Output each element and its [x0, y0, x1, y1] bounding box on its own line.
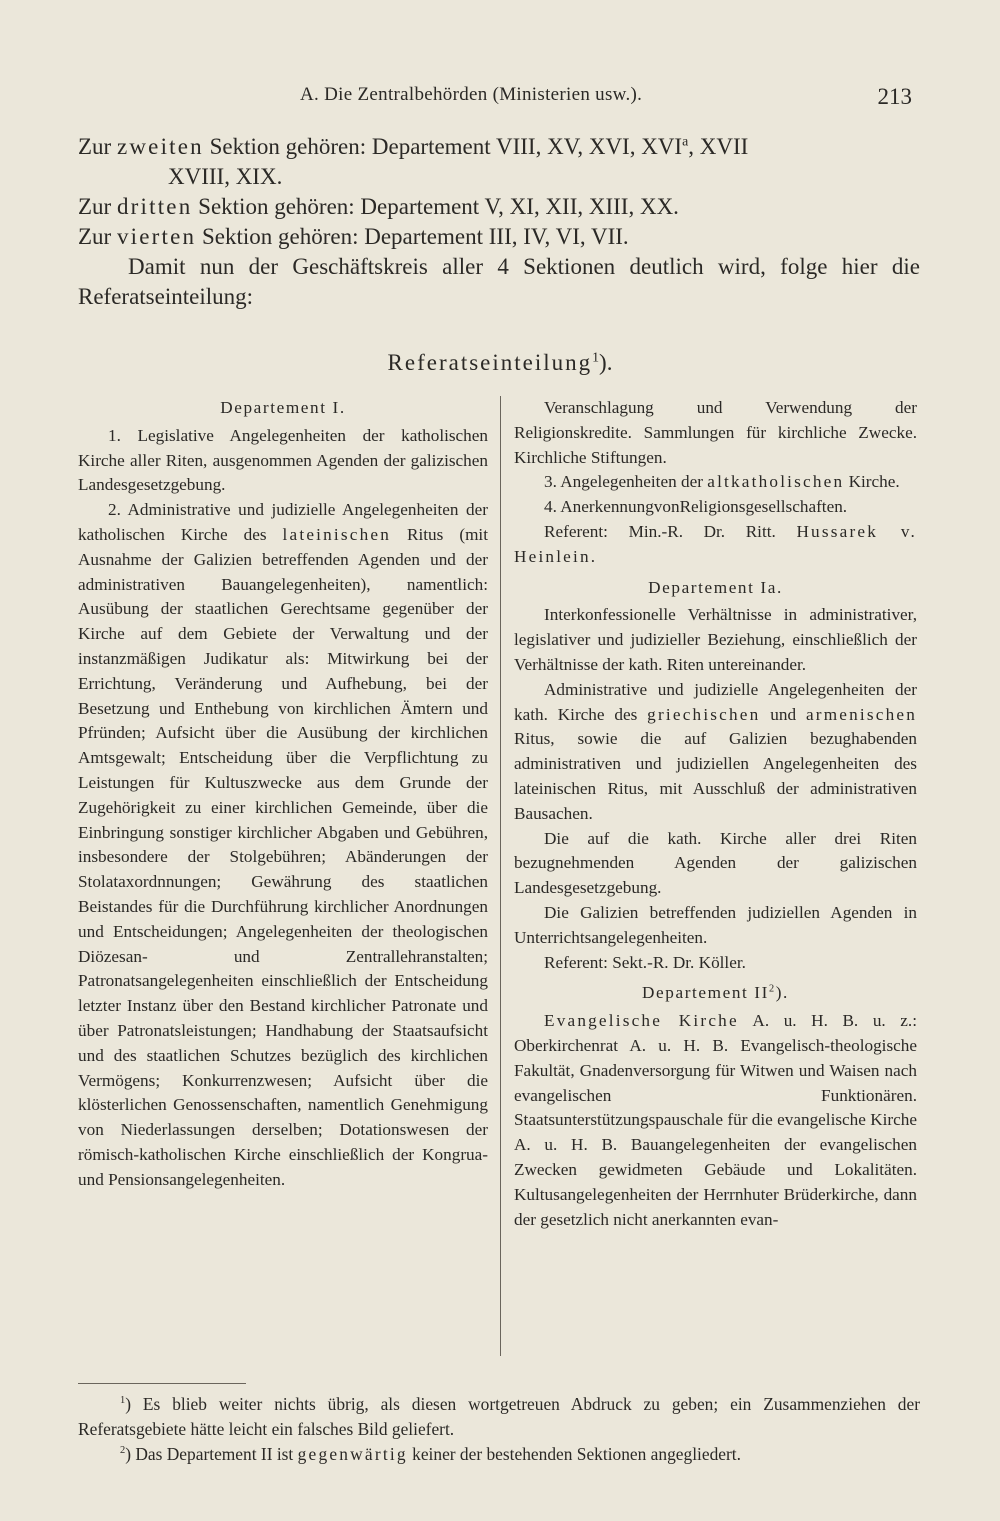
intro-line-continuation: XVIII, XIX.	[168, 164, 283, 189]
paragraph: 2. Administrative und judizielle Angelegenheiten der katholischen Kirche des lateinischen Ritus (mit Ausnahme der Galizien betreffenden Agenden und der administrativen Bauangelegenheiten), namentlich: Ausübung der staatlichen Gerechtsame gegenüber der Kirche auf dem Gebiete der Verwaltung und der instanzmäßigen Judikatur als: Mitwirkung bei der Errichtung, Veränderung und Aufhebung, bei der Besetzung und Enthebung von kirchlichen Ämtern und Pfründen; Aufsicht über die Ausübung der kirchlichen Amtsgewalt; Entscheidung über die Verpflichtung zu Leistungen für Kultuszwecke aus dem Grunde der Zugehörigkeit zu einer kirchlichen Gemeinde, über die Einbringung sonstiger kirchlicher Abgaben und Gebühren, insbesondere der Stolgebühren; Abänderungen der Stolataxordnnungen; Gewährung des staatlichen Beistandes für die Durchführung kirchlicher Anordnungen und Entscheidungen; Angelegenheiten der theologischen Diözesan- und Zentrallehranstalten; Patronatsangelegenheiten einschließlich der Entscheidung letzter Instanz über den Bestand kirchlicher Patronate und über Patronatsleistungen; Handhabung der Staatsaufsicht und des staatlichen Schutzes bezüglich des kirchlichen Vermögens; Konkurrenzwesen; Aufsicht über die klösterlichen Genossenschaften, namentlich Genehmigung von Niederlassungen derselben; Dotationswesen der römisch-katholischen Kirche einschließlich der Kongrua- und Pensionsangelegenheiten.	[78, 500, 488, 1189]
column-divider	[500, 396, 501, 1356]
paragraph: Die Galizien betreffenden judiziellen Agenden in Unterrichtsangelegenheiten.	[514, 902, 917, 947]
right-column	[514, 396, 917, 1232]
referent-line: Referent: Min.-R. Dr. Ritt. Hussarek v. Heinlein.	[514, 521, 917, 566]
paragraph: 3. Angelegenheiten der altkatholischen Kirche.	[544, 472, 900, 492]
section-title: Referatseinteilung$^1$).	[387, 349, 613, 375]
page-number: 213	[877, 84, 912, 109]
department-heading: Departement $II^2$).	[642, 983, 789, 1003]
referent-line: Referent: Sekt.-R. Dr. Köller.	[544, 952, 746, 972]
intro-text	[78, 132, 920, 312]
intro-line-second-section: Zur zweiten Sektion gehören: Departement VIII, XV, XVI, XVI$^a$, XVII	[78, 133, 749, 159]
paragraph: Evangelische Kirche A. u. H. B. u. z.: Oberkirchenrat A. u. H. B. Evangelisch-theologische Fakultät, Gnadenversorgung für Witwen und Waisen nach evangelischen Funktionären. Staatsunterstützungspauschale für die evangelische Kirche A. u. H. B. Bauangelegenheiten der evangelischen Zwecken gewidmeten Gebäude und Lokalitäten. Kultusangelegenheiten der Herrnhuter Brüderkirche, dann der gesetzlich nicht anerkannten evan-	[514, 1011, 917, 1229]
footnote-ref: 2	[768, 983, 776, 995]
paragraph: 1. Legislative Angelegenheiten der katholischen Kirche aller Riten, ausgenommen Agenden der galizischen Landesgesetzgebung.	[78, 425, 488, 495]
department-heading: Departement Ia.	[648, 577, 783, 597]
intro-paragraph: Damit nun der Geschäftskreis aller 4 Sektionen deutlich wird, folge hier die Referatseinteilung:	[78, 254, 920, 309]
paragraph: 4. AnerkennungvonReligionsgesellschaften.	[544, 497, 848, 517]
paragraph: Administrative und judizielle Angelegenheiten der kath. Kirche des griechischen und armenischen Ritus, sowie die auf Galizien bezughabenden administrativen und judiziellen Angelegenheiten des lateinischen Ritus, mit Ausschluß der administrativen Bausachen.	[514, 679, 918, 823]
footnote-rule	[78, 1383, 246, 1384]
running-head: A. Die Zentralbehörden (Ministerien usw.).	[300, 84, 643, 105]
intro-line-fourth-section: Zur vierten Sektion gehören: Departement III, IV, VI, VII.	[78, 224, 629, 249]
footnote-2: $^2$) Das Departement II ist gegenwärtig keiner der bestehenden Sektionen angegliedert.	[120, 1444, 741, 1464]
footnote-ref: 1	[592, 349, 600, 365]
left-column	[78, 396, 488, 1193]
footnote-1: $^1$) Es blieb weiter nichts übrig, als diesen wortgetreuen Abdruck zu geben; ein Zusammenziehen der Referatsgebiete hätte leicht ein falsches Bild geliefert.	[78, 1394, 920, 1439]
paragraph: Interkonfessionelle Verhältnisse in administrativer, legislativer und judizieller Beziehung, einschließlich der Verhältnisse der kath. Riten untereinander.	[514, 605, 917, 674]
department-heading: Departement I.	[220, 398, 346, 417]
paragraph: Die auf die kath. Kirche aller drei Riten bezugnehmenden Agenden der galizischen Landesgesetzgebung.	[514, 828, 917, 898]
paragraph: Veranschlagung und Verwendung der Religionskredite. Sammlungen für kirchliche Zwecke. Kirchliche Stiftungen.	[514, 398, 917, 467]
intro-line-third-section: Zur dritten Sektion gehören: Departement V, XI, XII, XIII, XX.	[78, 194, 679, 219]
footnotes	[78, 1392, 920, 1467]
